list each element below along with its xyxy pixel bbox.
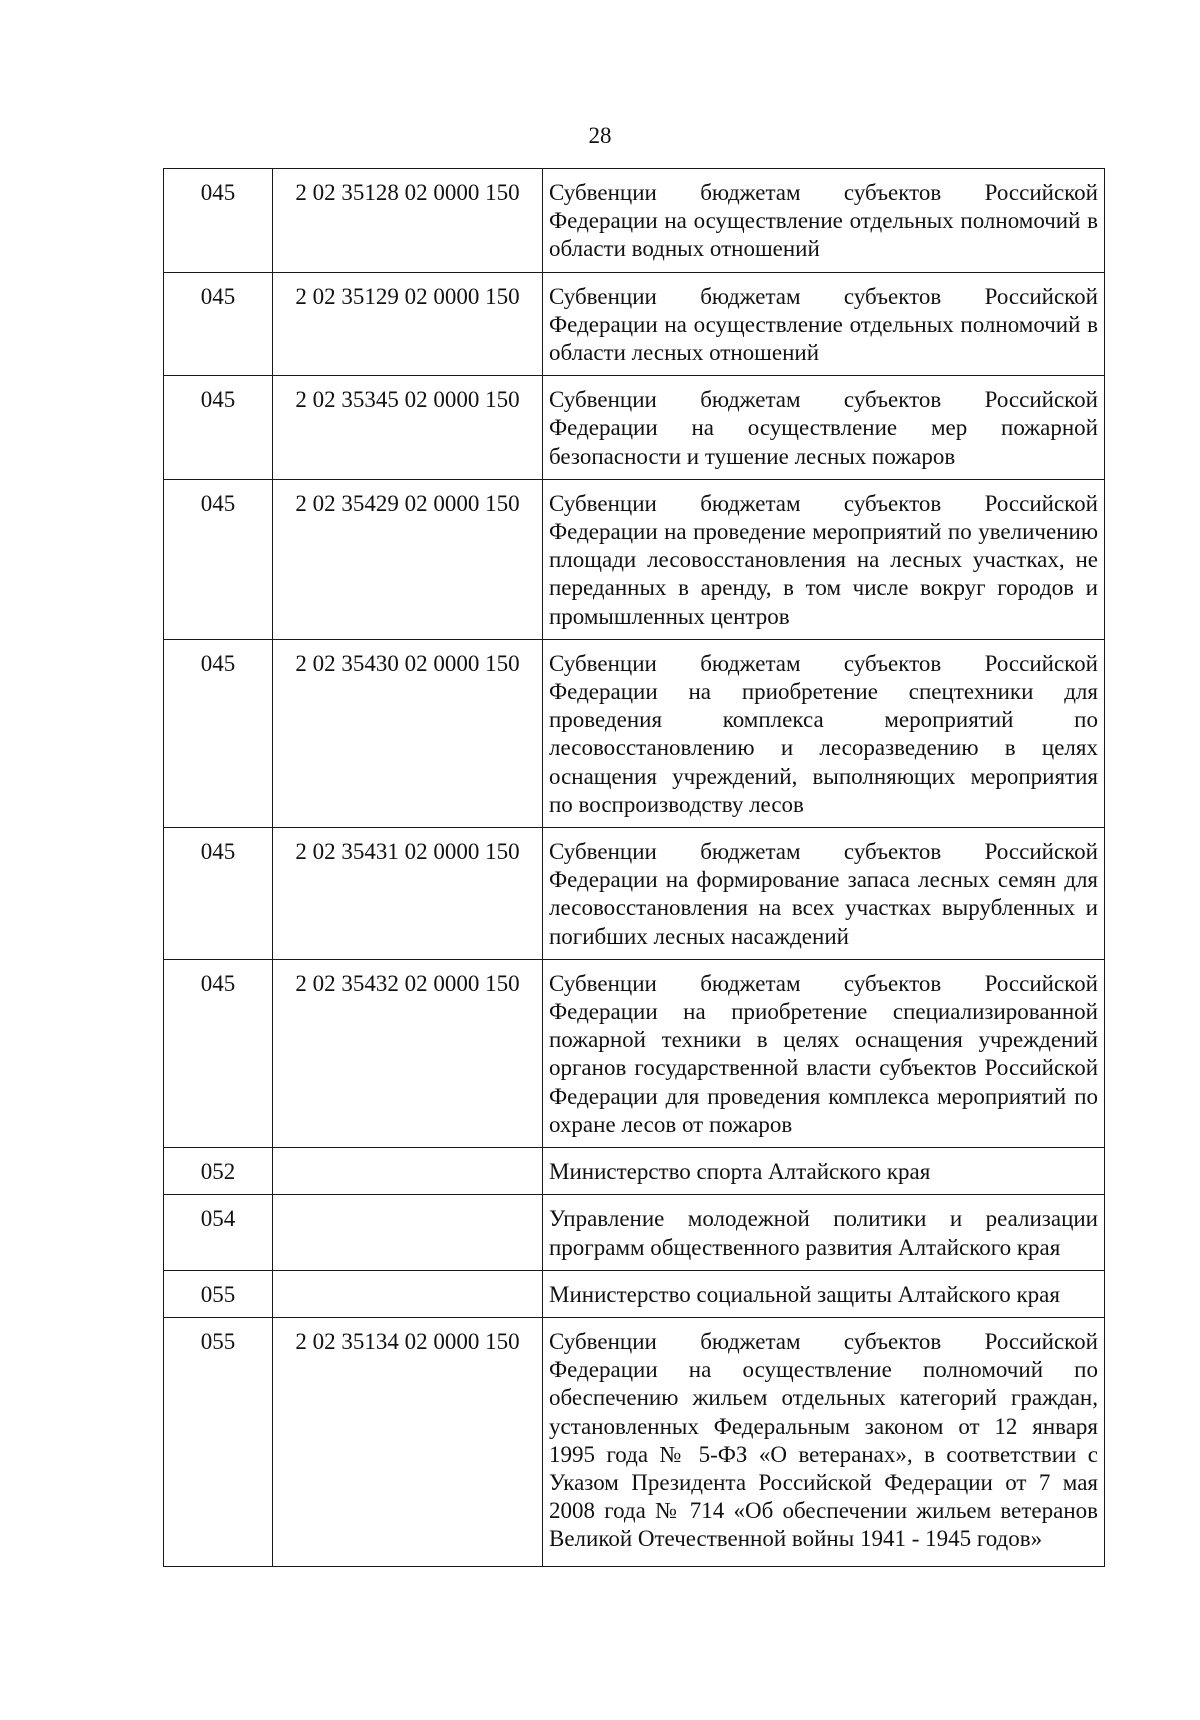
admin-code-cell: 045 [164,639,273,827]
description-cell: Субвенции бюджетам субъектов Российской Федерации на проведение мероприятий по увеличению площади лесовосстановления на лесных участках, не переданных в аренду, в том числе вокруг городов и промышленных центров [543,479,1105,639]
table-row [164,376,1105,480]
description-cell: Субвенции бюджетам субъектов Российской Федерации на приобретение спецтехники для проведения комплекса мероприятий по лесовосстановлению и лесоразведению в целях оснащения учреждений, выполняющих мероприятия по воспроизводству лесов [543,639,1105,827]
admin-code-cell: 045 [164,272,273,376]
description-cell: Управление молодежной политики и реализации программ общественного развития Алтайского края [543,1195,1105,1270]
budget-code-cell: 2 02 35430 02 0000 150 [273,639,543,827]
table-row [164,169,1105,273]
budget-code-cell: 2 02 35134 02 0000 150 [273,1317,543,1566]
admin-code-cell: 054 [164,1195,273,1270]
admin-code-cell: 045 [164,479,273,639]
admin-code-cell: 055 [164,1270,273,1317]
table-row [164,959,1105,1147]
budget-code-cell: 2 02 35432 02 0000 150 [273,959,543,1147]
description-cell: Субвенции бюджетам субъектов Российской Федерации на приобретение специализированной пожарной техники в целях оснащения учреждений органов государственной власти субъектов Российской Федерации для проведения комплекса мероприятий по охране лесов от пожаров [543,959,1105,1147]
budget-code-cell [273,1148,543,1195]
table-row [164,479,1105,639]
admin-code-cell: 045 [164,959,273,1147]
table-row [164,272,1105,376]
description-cell: Министерство социальной защиты Алтайского края [543,1270,1105,1317]
table-row [164,639,1105,827]
description-cell: Субвенции бюджетам субъектов Российской Федерации на осуществление полномочий по обеспечению жильем отдельных категорий граждан, установленных Федеральным законом от 12 января 1995 года № 5-ФЗ «О ветеранах», в соответствии с Указом Президента Российской Федерации от 7 мая 2008 года № 714 «Об обеспечении жильем ветеранов Великой Отечественной войны 1941 - 1945 годов» [543,1317,1105,1566]
description-cell: Субвенции бюджетам субъектов Российской Федерации на осуществление отдельных полномочий в области лесных отношений [543,272,1105,376]
table-row [164,1317,1105,1566]
table-row [164,1148,1105,1195]
table-row [164,1270,1105,1317]
budget-code-cell: 2 02 35431 02 0000 150 [273,828,543,960]
admin-code-cell: 055 [164,1317,273,1566]
budget-codes-table [163,168,1105,1567]
description-cell: Субвенции бюджетам субъектов Российской Федерации на осуществление отдельных полномочий в области водных отношений [543,169,1105,273]
table-row [164,1195,1105,1270]
budget-code-cell: 2 02 35129 02 0000 150 [273,272,543,376]
description-cell: Министерство спорта Алтайского края [543,1148,1105,1195]
admin-code-cell: 052 [164,1148,273,1195]
budget-code-cell: 2 02 35345 02 0000 150 [273,376,543,480]
budget-code-cell: 2 02 35128 02 0000 150 [273,169,543,273]
budget-code-cell: 2 02 35429 02 0000 150 [273,479,543,639]
description-cell: Субвенции бюджетам субъектов Российской Федерации на формирование запаса лесных семян для лесовосстановления на всех участках вырубленных и погибших лесных насаждений [543,828,1105,960]
admin-code-cell: 045 [164,169,273,273]
admin-code-cell: 045 [164,828,273,960]
table-row [164,828,1105,960]
budget-code-cell [273,1195,543,1270]
admin-code-cell: 045 [164,376,273,480]
description-cell: Субвенции бюджетам субъектов Российской Федерации на осуществление мер пожарной безопасности и тушение лесных пожаров [543,376,1105,480]
budget-code-cell [273,1270,543,1317]
page-number: 28 [588,123,612,148]
